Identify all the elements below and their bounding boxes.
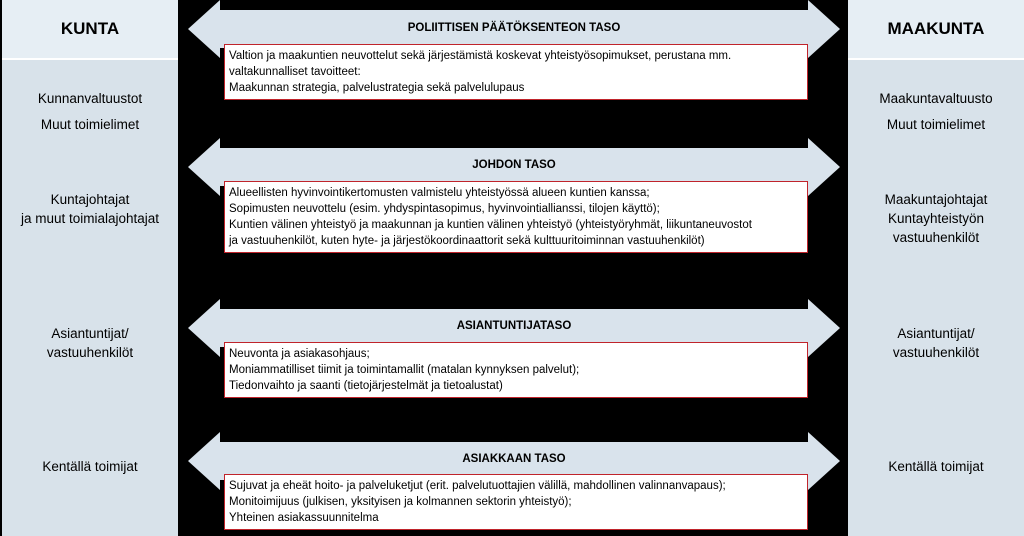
kunta-column — [2, 0, 178, 536]
level-title-expert: ASIANTUNTIJATASO — [456, 320, 572, 332]
level-line: Alueellisten hyvinvointikertomusten valmistelu yhteistyössä alueen kuntien kanssa; — [229, 187, 650, 199]
level-title-management: JOHDON TASO — [472, 159, 556, 171]
kunta-title: KUNTA — [2, 0, 178, 60]
level-line: Valtion ja maakuntien neuvottelut sekä järjestämistä koskevat yhteistyösopimukset, perustana mm. — [229, 50, 732, 62]
level-title-client: ASIAKKAAN TASO — [462, 453, 566, 465]
level-line: Yhteinen asiakassuunnitelma — [229, 512, 379, 524]
level-line: valtakunnalliset tavoitteet: — [229, 66, 361, 78]
level-box-management — [224, 181, 808, 253]
maakunta-council: Maakuntavaltuusto — [879, 91, 993, 106]
level-line: Kuntien välinen yhteistyö ja maakunnan ja kuntien välinen yhteistyö (yhteistyöryhmät, liikuntaneuvostot — [229, 219, 752, 231]
maakunta-bodies: Muut toimielimet — [886, 117, 986, 132]
level-line: Tiedonvaihto ja saanti (tietojärjestelmät ja tietoalustat) — [229, 380, 503, 392]
maakunta-field-actors: Kentällä toimijat — [888, 459, 984, 474]
maakunta-responsibles: vastuuhenkilöt — [892, 345, 980, 360]
maakunta-cooperation-responsibles: vastuuhenkilöt — [892, 230, 980, 245]
kunta-responsibles: vastuuhenkilöt — [46, 345, 134, 360]
maakunta-column — [848, 0, 1024, 536]
kunta-council: Kunnanvaltuustot — [37, 91, 143, 106]
maakunta-title: MAAKUNTA — [848, 0, 1024, 60]
level-line: ja vastuuhenkilöt, kuten hyte- ja järjestökoordinaattorit sekä kulttuuritoiminnan vastuuhenkilöt) — [229, 235, 705, 247]
maakunta-managers: Maakuntajohtajat — [884, 192, 988, 207]
level-line: Monitoimijuus (julkisen, yksityisen ja kolmannen sektorin yhteistyö); — [229, 496, 572, 508]
level-box-political — [224, 44, 808, 100]
level-line: Sujuvat ja eheät hoito- ja palveluketjut (erit. palvelutuottajien välillä, mahdollinen valinnanvapaus); — [229, 480, 726, 492]
kunta-experts: Asiantuntijat/ — [51, 326, 129, 341]
kunta-managers: Kuntajohtajat — [50, 192, 130, 207]
level-line: Sopimusten neuvottelu (esim. yhdyspintasopimus, hyvinvointiallianssi, tilojen käyttö); — [229, 203, 660, 215]
level-box-expert — [224, 342, 808, 398]
level-line: Moniammatilliset tiimit ja toimintamallit (matalan kynnyksen palvelut); — [229, 364, 580, 376]
level-title-political: POLIITTISEN PÄÄTÖKSENTEON TASO — [407, 22, 621, 34]
kunta-field-actors: Kentällä toimijat — [42, 459, 138, 474]
maakunta-cooperation: Kuntayhteistyön — [887, 211, 985, 226]
level-line: Neuvonta ja asiakasohjaus; — [229, 348, 370, 360]
maakunta-experts: Asiantuntijat/ — [897, 326, 975, 341]
level-box-client — [224, 474, 808, 530]
level-line: Maakunnan strategia, palvelustrategia sekä palvelulupaus — [229, 82, 525, 94]
kunta-directors: ja muut toimialajohtajat — [20, 211, 160, 226]
kunta-bodies: Muut toimielimet — [40, 117, 140, 132]
